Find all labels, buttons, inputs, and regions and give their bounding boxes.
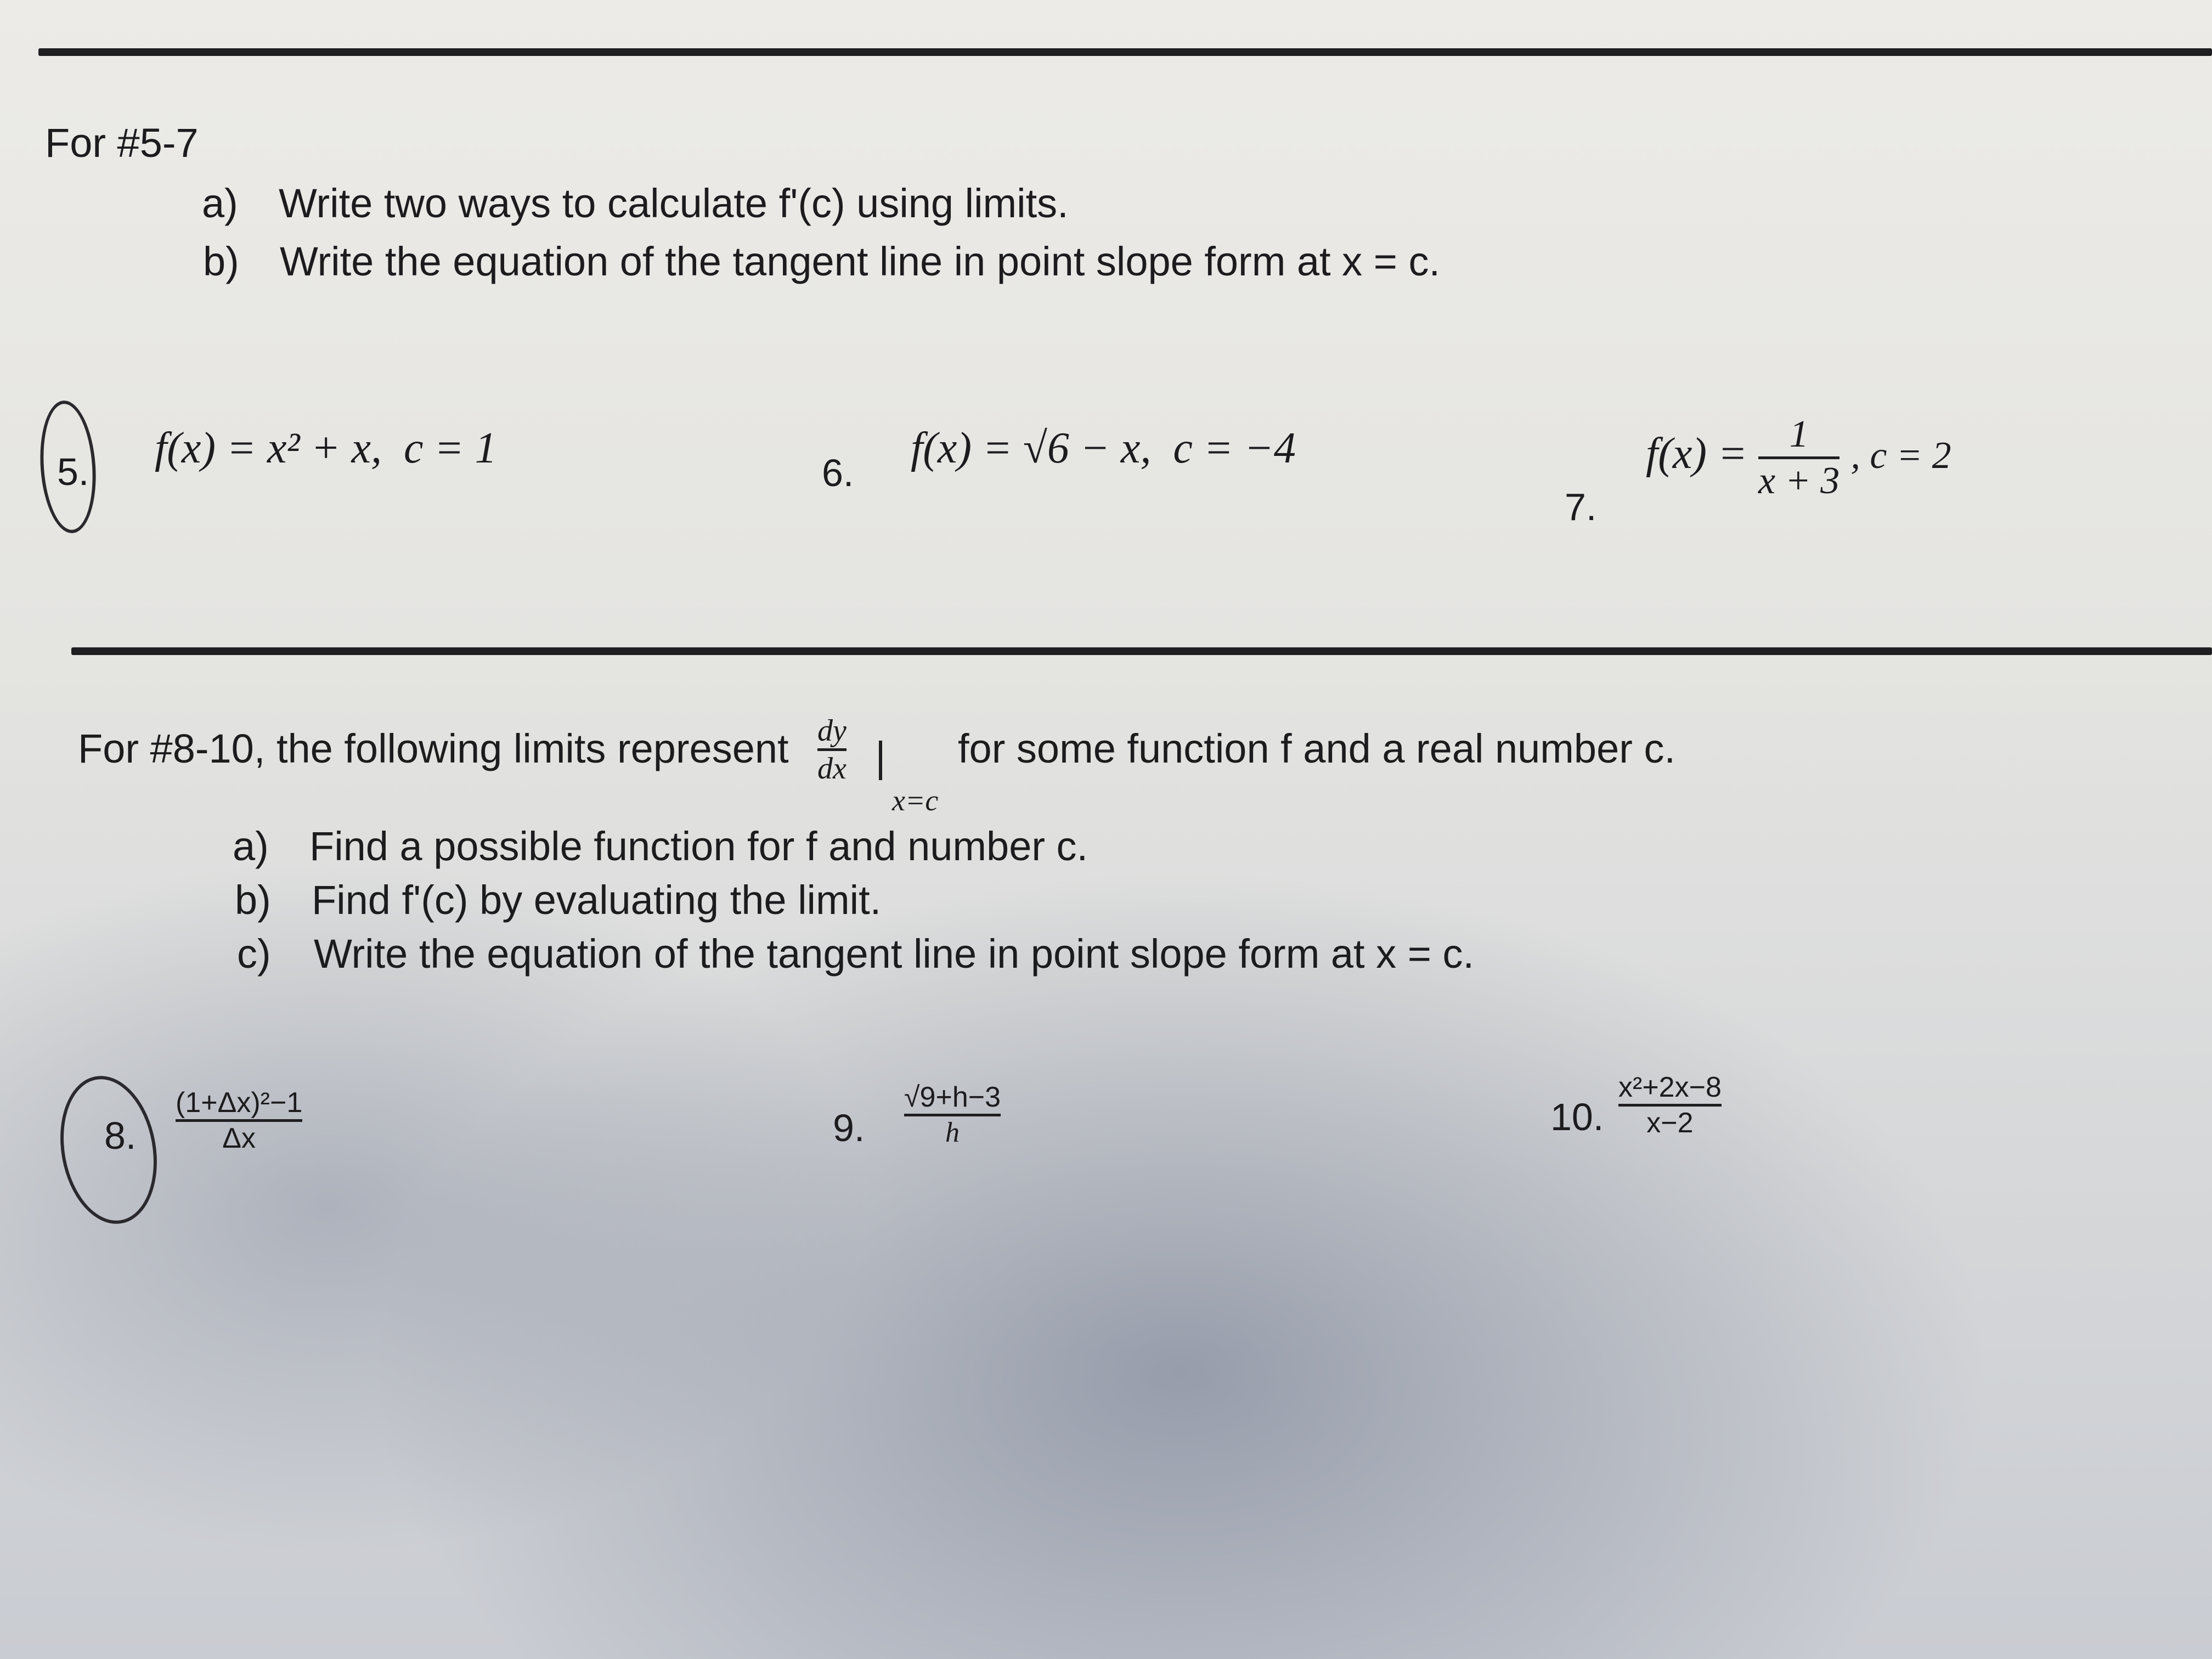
item-a-text: Find a possible function for f and number c. <box>309 823 1088 869</box>
problem-8-numerator: (1+Δx)²−1 <box>176 1087 303 1119</box>
problem-8-fraction <box>176 1086 302 1155</box>
problem-8-denominator: Δx <box>222 1122 256 1154</box>
problem-9-number: 9. <box>833 1107 865 1149</box>
problem-7-number: 7. <box>1565 486 1597 528</box>
problem-9-fraction <box>904 1081 1001 1149</box>
section2-item-c <box>237 930 1474 977</box>
problem-10-fraction <box>1618 1071 1722 1139</box>
item-b-text: Find f'(c) by evaluating the limit. <box>312 877 882 923</box>
problem-9-expression <box>904 1081 1001 1149</box>
dy-dx-fraction <box>817 713 847 786</box>
section2-heading <box>78 725 789 772</box>
item-a-label: a) <box>202 180 238 226</box>
item-b-label: b) <box>235 877 271 923</box>
problem-8-number: 8. <box>104 1114 137 1157</box>
item-a-text: Write two ways to calculate f'(c) using limits. <box>279 180 1069 226</box>
problem-7-numerator: 1 <box>1789 413 1809 455</box>
problem-10-denominator: x−2 <box>1646 1107 1694 1139</box>
derivative-notation <box>817 713 847 786</box>
section2-heading-post: for some function f and a real number c. <box>958 726 1676 771</box>
problem-7-fraction <box>1758 413 1839 503</box>
problem-7-denominator: x + 3 <box>1758 460 1840 502</box>
problem-10-number: 10. <box>1550 1096 1604 1138</box>
item-a-label: a) <box>233 823 269 869</box>
item-b-label: b) <box>203 239 239 284</box>
item-c-text: Write the equation of the tangent line in point slope form at x = c. <box>314 931 1475 977</box>
section2-item-a <box>233 823 1088 870</box>
dx-label: dx <box>817 752 847 786</box>
problem-6-c: c = −4 <box>1173 424 1296 472</box>
section1-item-a <box>202 180 1069 227</box>
top-rule <box>38 48 2212 56</box>
problem-6-number: 6. <box>822 452 854 494</box>
problem-7-c: , c = 2 <box>1850 434 1951 477</box>
problem-8-expression <box>176 1086 302 1155</box>
problem-5-func: f(x) = x² + x, <box>155 424 382 472</box>
evaluation-bar <box>879 741 882 780</box>
section2-heading-pre: For #8-10, the following limits represent <box>78 726 789 771</box>
problem-9-numerator: √9+h−3 <box>904 1081 1001 1113</box>
problem-10-expression <box>1618 1071 1722 1139</box>
problem-9-denominator: h <box>945 1117 960 1148</box>
problem-6-function <box>911 424 1296 473</box>
middle-rule <box>71 647 2212 655</box>
problem-5-number: 5. <box>57 450 89 493</box>
evaluation-subscript: x=c <box>892 784 939 817</box>
section2-item-b <box>235 877 881 923</box>
dy-label: dy <box>817 714 847 748</box>
item-c-label: c) <box>237 931 271 977</box>
problem-5-function <box>155 424 496 473</box>
problem-5-c: c = 1 <box>403 424 497 472</box>
section1-item-b <box>203 238 1440 285</box>
section1-heading: For #5-7 <box>45 120 199 166</box>
problem-10-numerator: x²+2x−8 <box>1618 1071 1722 1103</box>
problem-7-func: f(x) = <box>1646 429 1747 478</box>
problem-6-func: f(x) = √6 − x, <box>911 424 1152 472</box>
item-b-text: Write the equation of the tangent line in point slope form at x = c. <box>280 239 1441 284</box>
problem-7-function <box>1646 413 1951 503</box>
